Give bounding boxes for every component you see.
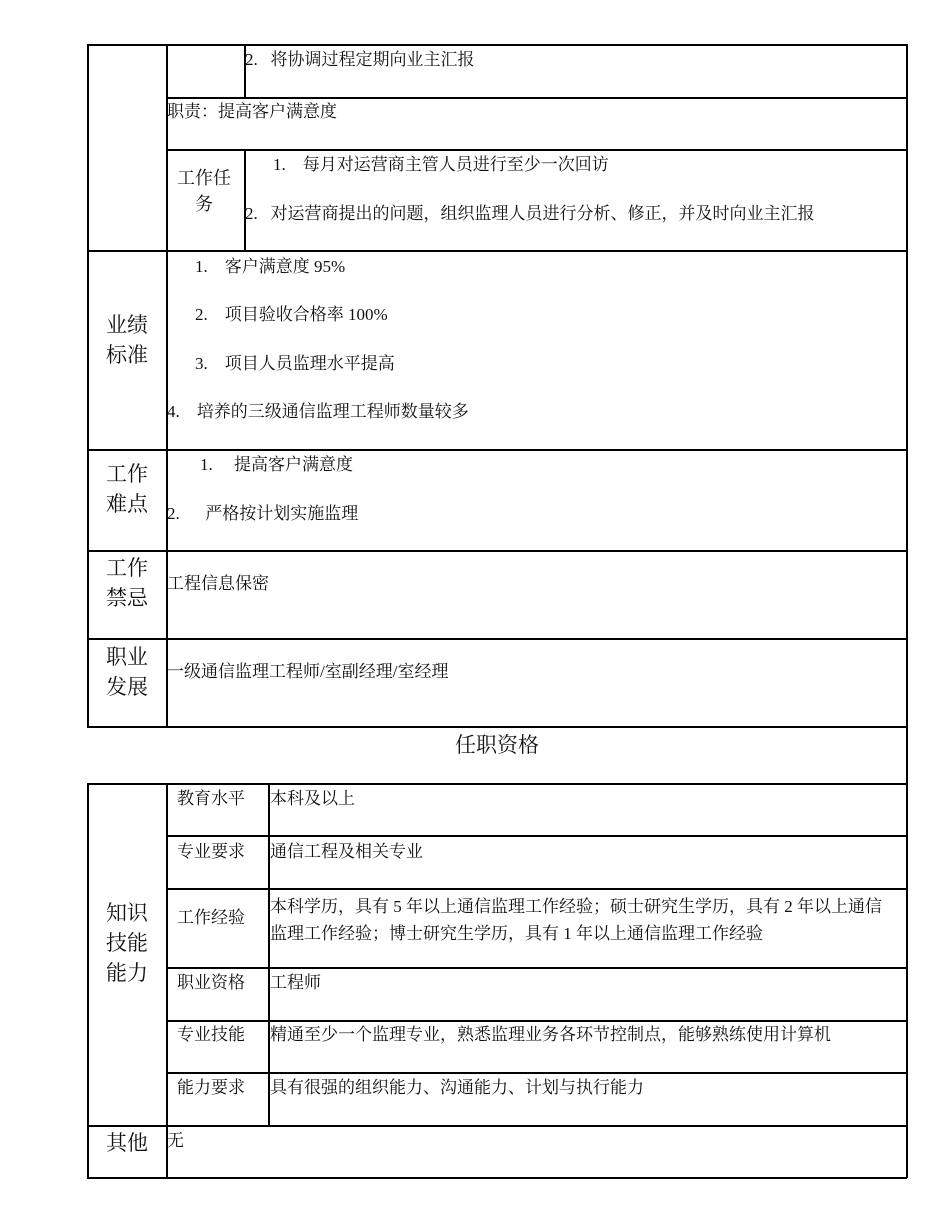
table-rule <box>906 44 908 1178</box>
table-rule <box>166 783 168 1178</box>
duty-line: 职责：提高客户满意度 <box>167 102 337 121</box>
performance-item: 1. 客户满意度 95% <box>195 257 346 276</box>
table-rule <box>87 550 907 552</box>
career-label: 职业发展 <box>106 645 148 699</box>
work-task-label: 工作任务 <box>177 168 231 214</box>
table-rule <box>87 1177 907 1179</box>
qualification-title: 任职资格 <box>455 733 539 757</box>
table-rule <box>87 44 907 46</box>
table-rule <box>166 1072 907 1074</box>
performance-item: 4. 培养的三级通信监理工程师数量较多 <box>167 402 469 421</box>
performance-item: 3. 项目人员监理水平提高 <box>195 354 395 373</box>
difficulties-label: 工作难点 <box>106 462 148 516</box>
qualification-key: 专业要求 <box>177 842 245 861</box>
table-rule <box>166 1020 907 1022</box>
table-rule <box>87 44 89 727</box>
table-rule <box>87 726 907 728</box>
knowledge-skills-label: 知识技能能力 <box>106 901 148 985</box>
qualification-value: 本科及以上 <box>270 789 355 808</box>
table-rule <box>166 888 907 890</box>
taboos-value: 工程信息保密 <box>167 574 269 593</box>
table-rule <box>87 638 907 640</box>
taboos-label: 工作禁忌 <box>106 556 148 610</box>
table-rule <box>87 449 907 451</box>
other-label: 其他 <box>106 1131 148 1155</box>
table-rule <box>166 967 907 969</box>
table-rule <box>87 250 907 252</box>
career-value: 一级通信监理工程师/室副经理/室经理 <box>167 662 449 681</box>
table-rule <box>166 149 907 151</box>
table-rule <box>166 44 168 727</box>
performance-item: 2. 项目验收合格率 100% <box>195 305 388 324</box>
qualification-key: 职业资格 <box>177 973 245 992</box>
table-rule <box>244 149 246 251</box>
difficulty-item: 1. 提高客户满意度 <box>200 455 353 474</box>
difficulty-item: 2. 严格按计划实施监理 <box>167 504 359 523</box>
table-rule <box>166 835 907 837</box>
qualification-key: 教育水平 <box>177 789 245 808</box>
coordination-item-2: 2. 将协调过程定期向业主汇报 <box>245 50 475 69</box>
task-item-2: 2. 对运营商提出的问题，组织监理人员进行分析、修正，并及时向业主汇报 <box>245 204 815 223</box>
qualification-value: 本科学历，具有 5 年以上通信监理工作经验；硕士研究生学历，具有 2 年以上通信监理工作经验；博士研究生学历，具有 1 年以上通信监理工作经验 <box>270 897 882 943</box>
table-rule <box>87 1125 907 1127</box>
qualification-key: 能力要求 <box>177 1078 245 1097</box>
table-rule <box>166 97 907 99</box>
qualification-key: 专业技能 <box>177 1025 245 1044</box>
qualification-value: 具有很强的组织能力、沟通能力、计划与执行能力 <box>270 1078 644 1097</box>
qualification-key: 工作经验 <box>177 908 245 927</box>
table-rule <box>268 783 270 1126</box>
performance-label: 业绩标准 <box>106 313 148 367</box>
qualification-value: 精通至少一个监理专业，熟悉监理业务各环节控制点，能够熟练使用计算机 <box>270 1025 831 1044</box>
qualification-value: 通信工程及相关专业 <box>270 842 423 861</box>
task-item-1: 1. 每月对运营商主管人员进行至少一次回访 <box>273 155 609 174</box>
table-rule <box>87 783 89 1178</box>
other-value: 无 <box>167 1131 184 1150</box>
qualification-value: 工程师 <box>270 973 321 992</box>
table-rule <box>87 783 907 785</box>
